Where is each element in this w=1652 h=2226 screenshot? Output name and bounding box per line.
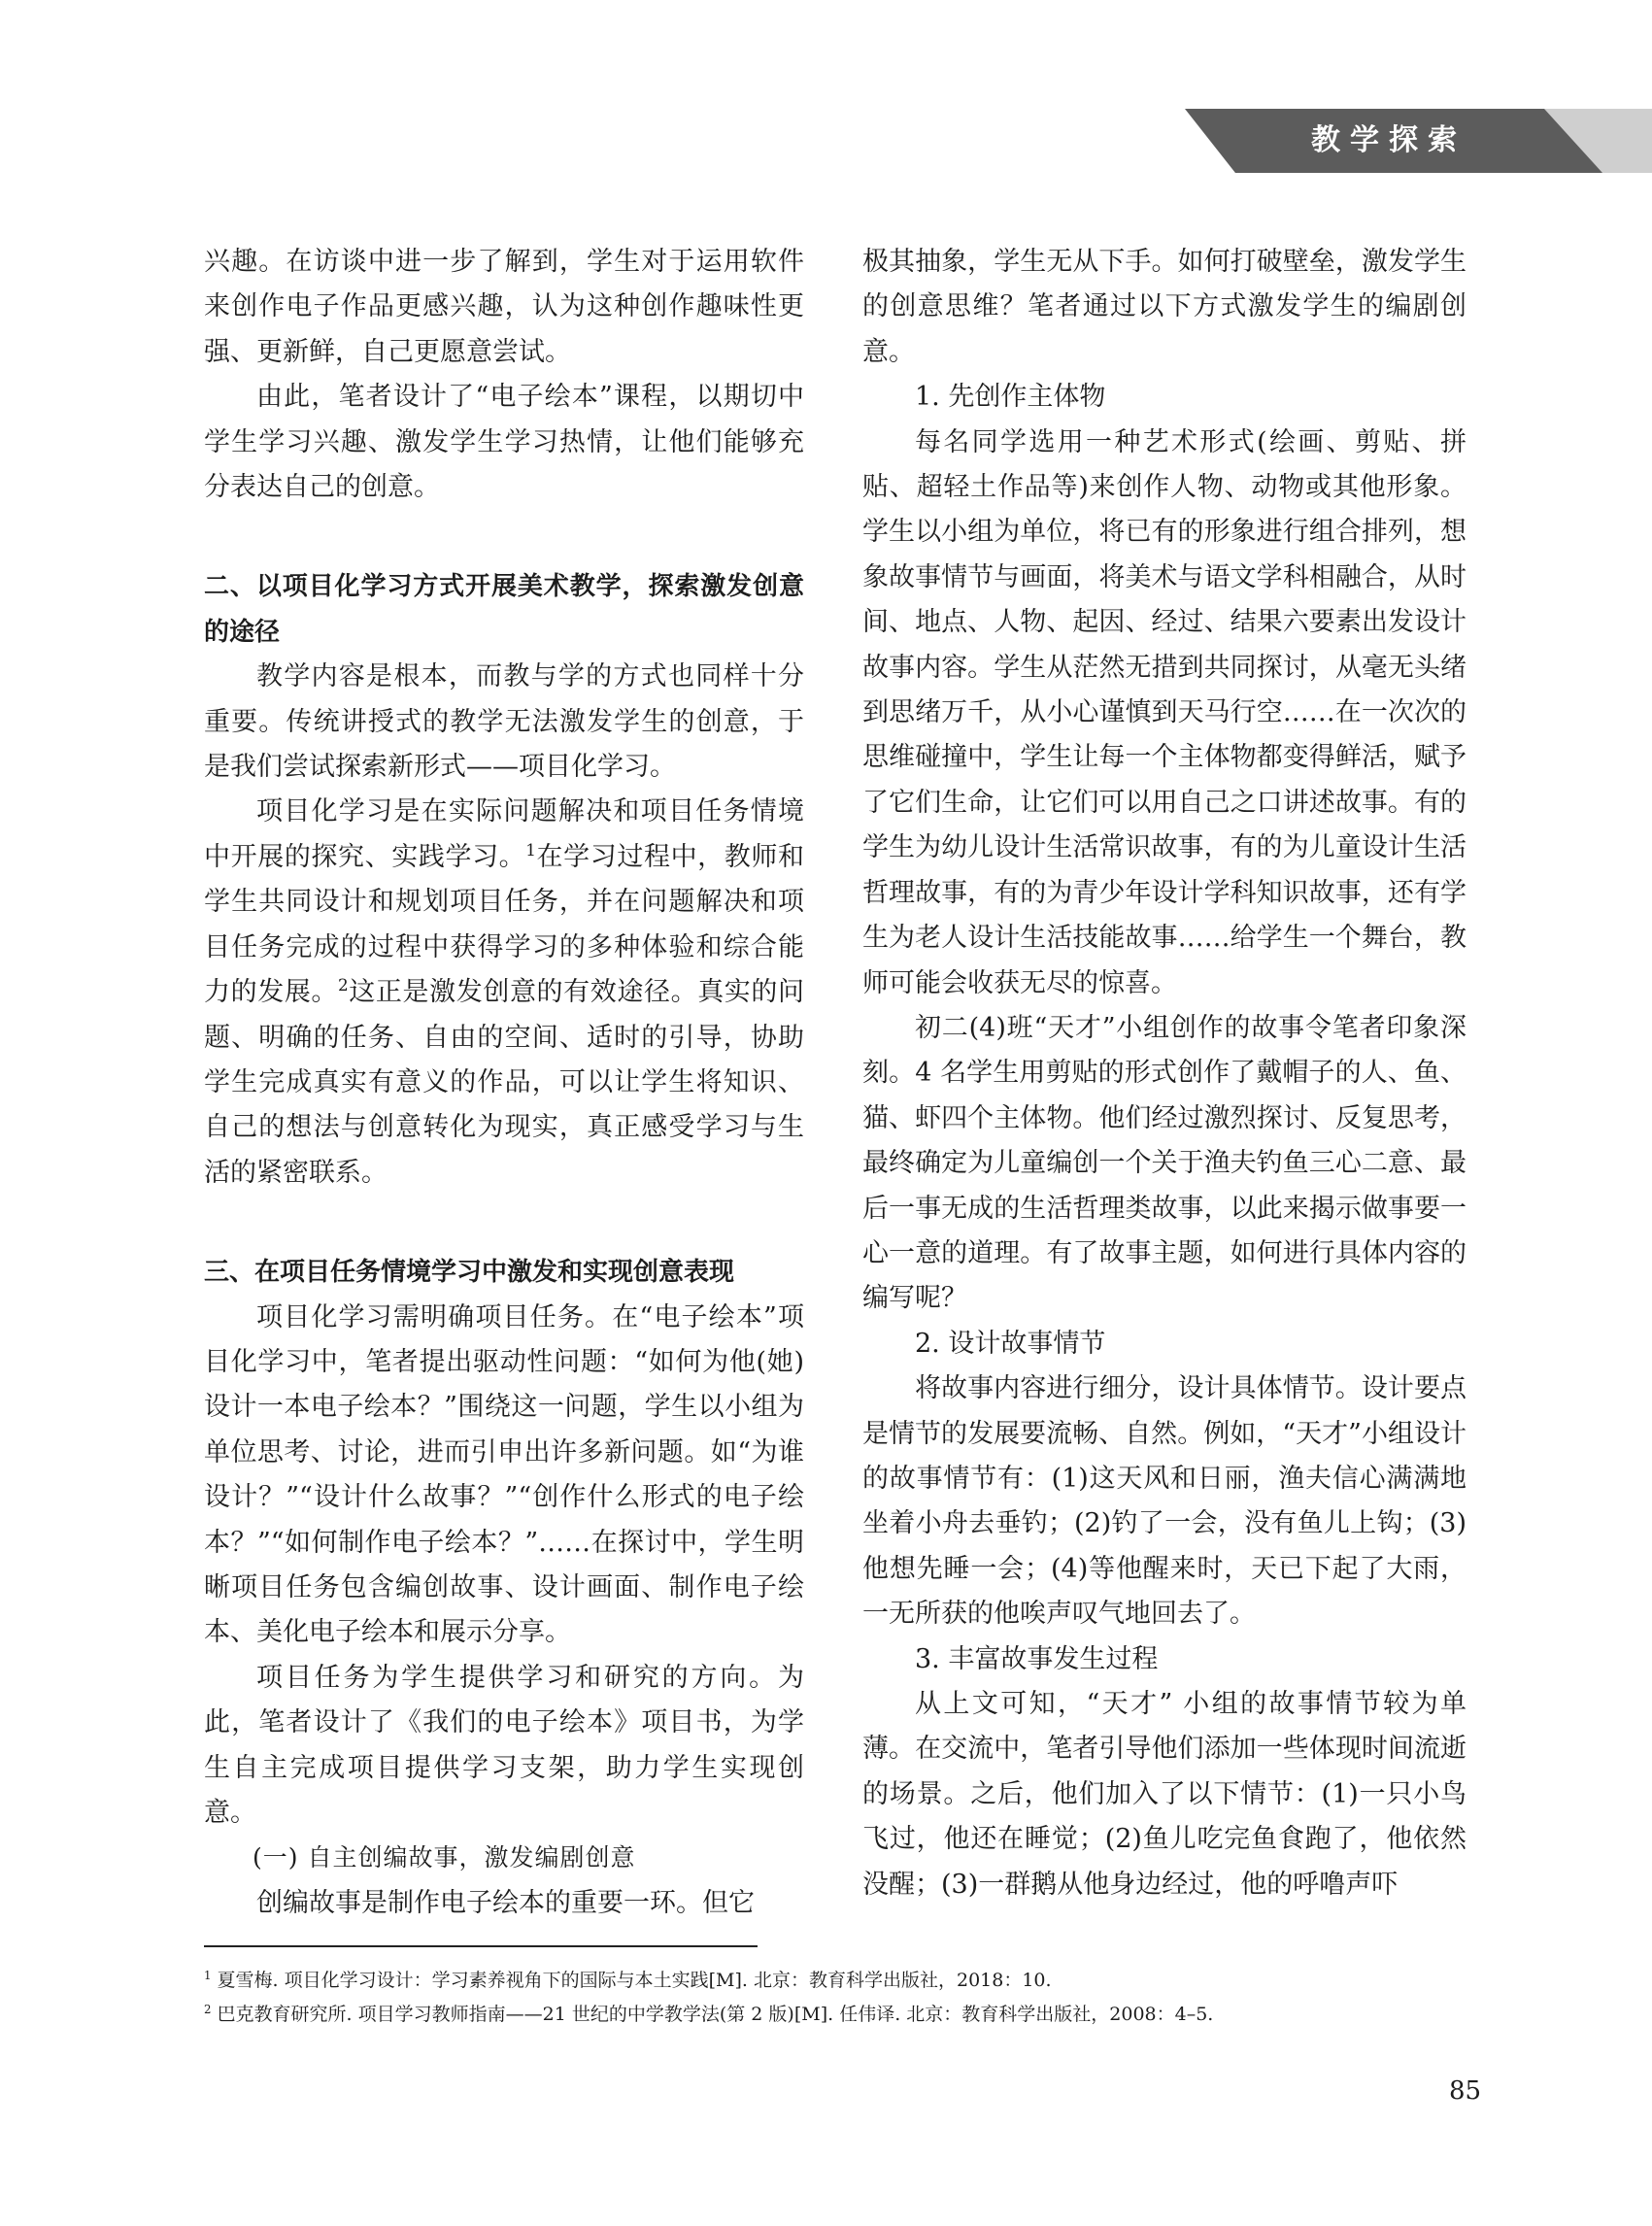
numbered-heading: 1. 先创作主体物 — [915, 382, 1106, 413]
footnote-ref-1: 1 — [525, 839, 536, 860]
paragraph-text: 这正是激发创意的有效途径。真实的问题、明确的任务、自由的空间、适时的引导，协助学生完成真实有意义的作品，可以让学生将知识、自己的想法与创意转化为现实，真正感受学习与生活的紧密联系。 — [204, 977, 805, 1188]
footnote — [204, 2001, 1467, 2028]
footnote-mark: 2 — [204, 2002, 212, 2016]
paragraph: 项目任务为学生提供学习和研究的方向。为此，笔者设计了《我们的电子绘本》项目书，为学生自主完成项目提供学习支架，助力学生实现创意。 — [204, 1662, 804, 1828]
paragraph: 创编故事是制作电子绘本的重要一环。但它 — [256, 1887, 755, 1918]
footnote-divider — [204, 1945, 758, 1947]
paragraph: 兴趣。在访谈中进一步了解到，学生对于运用软件来创作电子作品更感兴趣，认为这种创作趣味性更强、更新鲜，自己更愿意尝试。 — [204, 247, 804, 367]
page-number: 85 — [1449, 2076, 1482, 2106]
numbered-heading: 2. 设计故事情节 — [915, 1328, 1106, 1359]
section-title: 教学探索 — [1311, 123, 1467, 157]
paragraph: 初二(4)班“天才”小组创作的故事令笔者印象深刻。4 名学生用剪贴的形式创作了戴帽子的人、鱼、猫、虾四个主体物。他们经过激烈探讨、反复思考，最终确定为儿童编创一个关于渔夫钓鱼三心二意、最后一事无成的生活哲理类故事，以此来揭示做事要一心一意的道理。有了故事主题，如何进行具体内容的编写呢？ — [862, 1012, 1467, 1314]
numbered-heading: 3. 丰富故事发生过程 — [915, 1643, 1159, 1674]
paragraph: 每名同学选用一种艺术形式(绘画、剪贴、拼贴、超轻土作品等)来创作人物、动物或其他形象。学生以小组为单位，将已有的形象进行组合排列，想象故事情节与画面，将美术与语文学科相融合，从时间、地点、人物、起因、经过、结果六要素出发设计故事内容。学生从茫然无措到共同探讨，从毫无头绪到思绪万千，从小心谨慎到天马行空……在一次次的思维碰撞中，学生让每一个主体物都变得鲜活，赋予了它们生命，让它们可以用自己之口讲述故事。有的学生为幼儿设计生活常识故事，有的为儿童设计生活哲理故事，有的为青少年设计学科知识故事，还有学生为老人设计生活技能故事……给学生一个舞台，教师可能会收获无尽的惊喜。 — [862, 426, 1467, 998]
paragraph-text: 在学习过程中，教师和学生共同设计和规划项目任务，并在问题解决和项目任务完成的过程中获得学习的多种体验和综合能力的发展。 — [204, 841, 805, 1008]
paragraph: 由此，笔者设计了“电子绘本”课程，以期切中学生学习兴趣、激发学生学习热情，让他们能够充分表达自己的创意。 — [204, 382, 804, 503]
paragraph — [204, 790, 804, 1196]
paragraph-text: 项目化学习是在实际问题解决和项目任务情境中开展的探究、实践学习。 — [204, 796, 804, 872]
footnote-ref-2: 2 — [338, 975, 349, 995]
paragraph: 将故事内容进行细分，设计具体情节。设计要点是情节的发展要流畅、自然。例如，“天才”小组设计的故事情节有：(1)这天风和日丽，渔夫信心满满地坐着小舟去垂钓；(2)钓了一会，没有鱼儿上钩；(3)他想先睡一会；(4)等他醒来时，天已下起了大雨，一无所获的他唉声叹气地回去了。 — [862, 1373, 1467, 1630]
section-heading: 二、以项目化学习方式开展美术教学，探索激发创意的途径 — [204, 572, 804, 647]
paragraph: 极其抽象，学生无从下手。如何打破壁垒，激发学生的创意思维？笔者通过以下方式激发学生的编剧创意。 — [862, 247, 1467, 367]
left-column — [204, 240, 804, 1926]
subsection-heading: (一) 自主创编故事，激发编剧创意 — [253, 1843, 636, 1872]
paragraph: 项目化学习需明确项目任务。在“电子绘本”项目化学习中，笔者提出驱动性问题：“如何为他(她)设计一本电子绘本？”围绕这一问题，学生以小组为单位思考、讨论，进而引申出许多新问题。如“为谁设计？”“设计什么故事？”“创作什么形式的电子绘本？”“如何制作电子绘本？”……在探讨中，学生明晰项目任务包含编创故事、设计画面、制作电子绘本、美化电子绘本和展示分享。 — [204, 1301, 804, 1648]
section-heading: 三、在项目任务情境学习中激发和实现创意表现 — [204, 1258, 735, 1288]
footnote-mark: 1 — [204, 1968, 212, 1982]
section-header-tab — [1185, 109, 1652, 173]
paragraph: 教学内容是根本，而教与学的方式也同样十分重要。传统讲授式的教学无法激发学生的创意，于是我们尝试探索新形式——项目化学习。 — [204, 661, 804, 783]
footnote-text: 夏雪梅. 项目化学习设计：学习素养视角下的国际与本土实践[M]. 北京：教育科学出版社，2018：10. — [217, 1970, 1052, 1991]
footnote — [204, 1967, 1467, 1994]
footnote-text: 巴克教育研究所. 项目学习教师指南——21 世纪的中学教学法(第 2 版)[M]. 任伟译. 北京：教育科学出版社，2008：4–5. — [217, 2004, 1214, 2025]
right-column — [862, 240, 1467, 1907]
paragraph: 从上文可知，“天才” 小组的故事情节较为单薄。在交流中，笔者引导他们添加一些体现时间流逝的场景。之后，他们加入了以下情节：(1)一只小鸟飞过，他还在睡觉；(2)鱼儿吃完鱼食跑了，他依然没醒；(3)一群鹅从他身边经过，他的呼噜声吓 — [862, 1689, 1467, 1900]
